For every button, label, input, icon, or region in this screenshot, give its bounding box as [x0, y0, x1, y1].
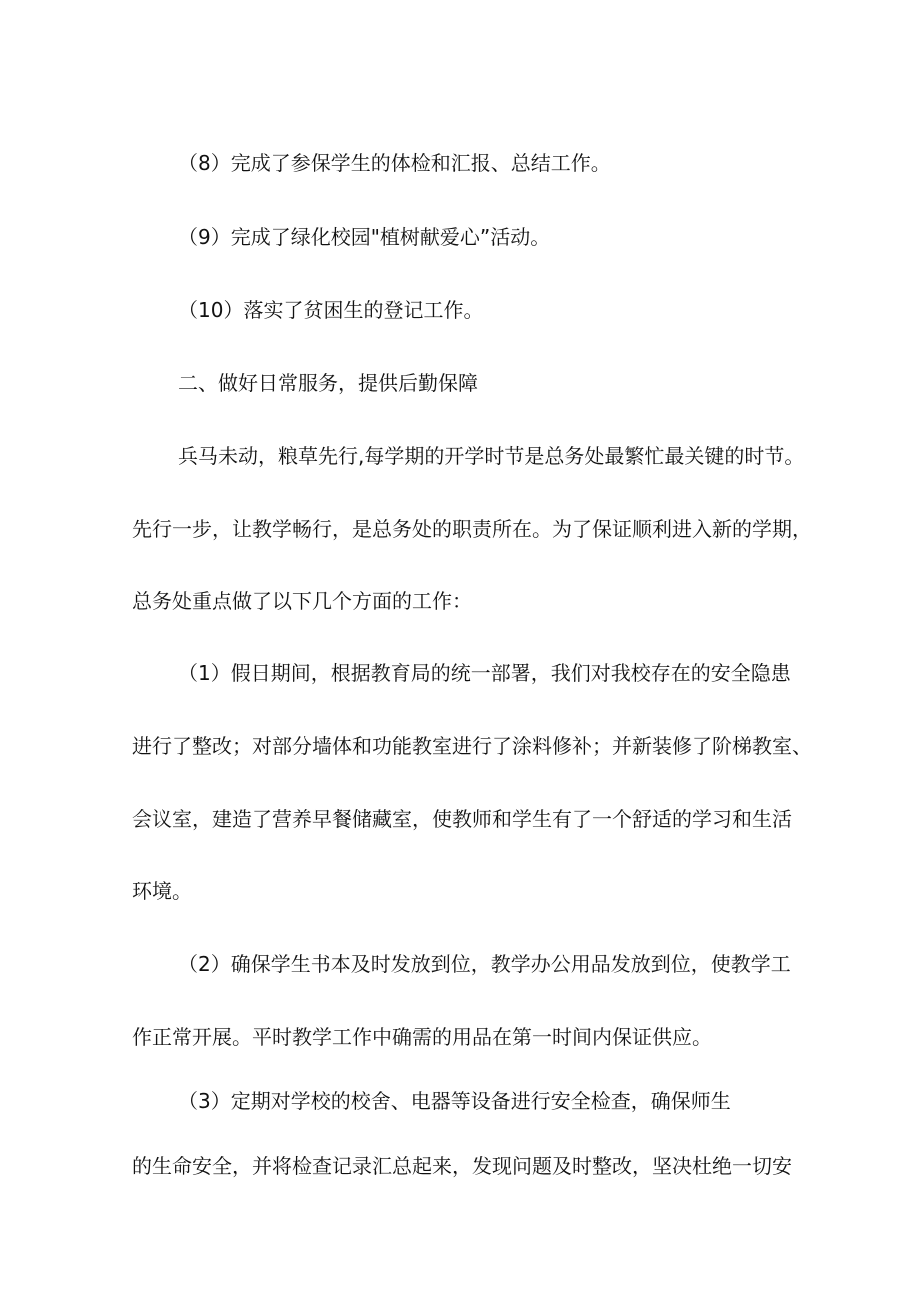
paragraph-line: 的生命安全，并将检查记录汇总起来，发现问题及时整改，坚决杜绝一切安 [132, 1154, 792, 1178]
list-item-10: （10）落实了贫困生的登记工作。 [178, 298, 484, 322]
paragraph-line: 兵马未动，粮草先行,每学期的开学时节是总务处最繁忙最关键的时节。 [178, 444, 805, 468]
paragraph-line: 作正常开展。平时教学工作中确需的用品在第一时间内保证供应。 [132, 1025, 712, 1049]
paragraph-line: 进行了整改；对部分墙体和功能教室进行了涂料修补；并新装修了阶梯教室、 [132, 734, 812, 758]
list-item-1: （1）假日期间，根据教育局的统一部署，我们对我校存在的安全隐患 [178, 661, 791, 685]
list-item-3: （3）定期对学校的校舍、电器等设备进行安全检查，确保师生 [178, 1089, 731, 1113]
paragraph-line: 会议室，建造了营养早餐储藏室，使教师和学生有了一个舒适的学习和生活 [132, 807, 792, 831]
paragraph-line: 总务处重点做了以下几个方面的工作： [132, 589, 472, 613]
paragraph-line: 环境。 [132, 879, 192, 903]
list-item-8: （8）完成了参保学生的体检和汇报、总结工作。 [178, 151, 611, 175]
section-heading: 二、做好日常服务，提供后勤保障 [178, 371, 478, 395]
list-item-9: （9）完成了绿化校园"植树献爱心”活动。 [178, 225, 551, 249]
paragraph-line: 先行一步，让教学畅行，是总务处的职责所在。为了保证顺利进入新的学期， [132, 517, 812, 541]
list-item-2: （2）确保学生书本及时发放到位，教学办公用品发放到位，使教学工 [178, 952, 791, 976]
